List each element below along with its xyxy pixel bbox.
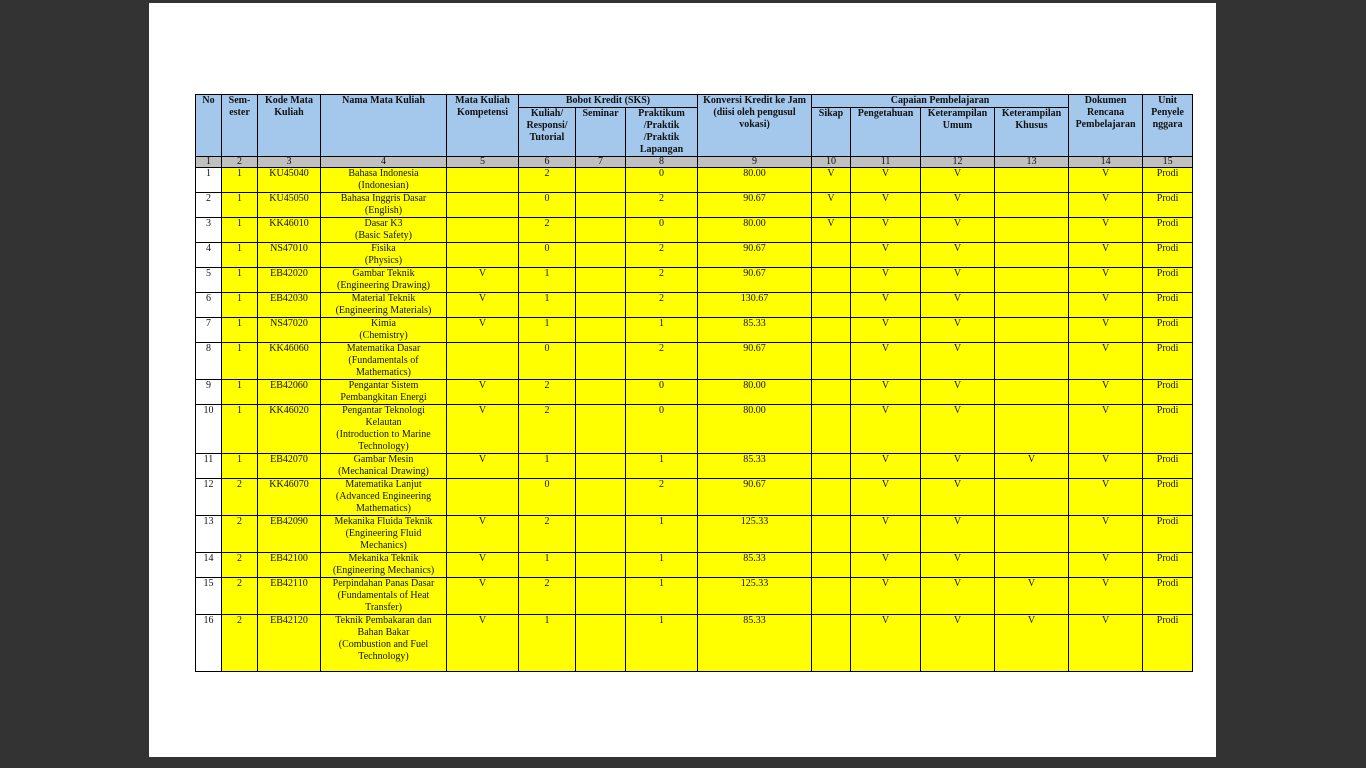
column-number: 1 [196,157,222,168]
row-semester: 1 [222,318,258,343]
row-seminar [576,479,626,516]
column-number: 15 [1143,157,1193,168]
header-seminar: Seminar [576,108,626,157]
header-praktikum: Praktikum /Praktik /Praktik Lapangan [626,108,698,157]
row-dokumen: V [1069,343,1143,380]
row-kode: EB42020 [258,268,321,293]
header-capaian-group: Capaian Pembelajaran [812,95,1069,108]
row-konversi: 125.33 [698,578,812,615]
header-kompetensi: Mata Kuliah Kompetensi [447,95,519,157]
row-semester: 1 [222,454,258,479]
row-ket-khusus [995,218,1069,243]
row-praktikum: 1 [626,615,698,672]
row-ket-umum: V [921,380,995,405]
row-ket-umum: V [921,454,995,479]
row-pengetahuan: V [851,218,921,243]
table-row [196,380,1193,405]
row-pengetahuan: V [851,380,921,405]
header-konversi: Konversi Kredit ke Jam (diisi oleh pengusul vokasi) [698,95,812,157]
table-row [196,405,1193,454]
row-kompetensi: V [447,553,519,578]
row-kompetensi: V [447,380,519,405]
row-dokumen: V [1069,193,1143,218]
row-praktikum: 1 [626,454,698,479]
row-unit: Prodi [1143,516,1193,553]
row-seminar [576,268,626,293]
row-pengetahuan: V [851,615,921,672]
row-konversi: 80.00 [698,218,812,243]
row-ket-umum: V [921,218,995,243]
row-semester: 1 [222,168,258,193]
row-unit: Prodi [1143,380,1193,405]
row-praktikum: 1 [626,578,698,615]
row-nama: Fisika (Physics) [321,243,447,268]
row-no: 4 [196,243,222,268]
row-konversi: 130.67 [698,293,812,318]
row-semester: 1 [222,218,258,243]
row-konversi: 85.33 [698,615,812,672]
row-dokumen: V [1069,479,1143,516]
column-number: 8 [626,157,698,168]
row-semester: 1 [222,405,258,454]
row-ket-umum: V [921,553,995,578]
row-praktikum: 0 [626,218,698,243]
row-no: 3 [196,218,222,243]
row-no: 12 [196,479,222,516]
row-ket-umum: V [921,479,995,516]
row-praktikum: 2 [626,343,698,380]
row-kuliah: 1 [519,553,576,578]
header-unit: Unit Penyele nggara [1143,95,1193,157]
header-pengetahuan: Pengetahuan [851,108,921,157]
row-kode: KK46060 [258,343,321,380]
row-no: 14 [196,553,222,578]
row-praktikum: 1 [626,516,698,553]
row-kode: EB42070 [258,454,321,479]
column-number: 13 [995,157,1069,168]
row-semester: 2 [222,615,258,672]
row-ket-umum: V [921,293,995,318]
row-kode: NS47020 [258,318,321,343]
row-konversi: 80.00 [698,168,812,193]
row-ket-khusus [995,193,1069,218]
header-nama: Nama Mata Kuliah [321,95,447,157]
row-dokumen: V [1069,405,1143,454]
row-kompetensi: V [447,405,519,454]
row-praktikum: 0 [626,380,698,405]
row-konversi: 90.67 [698,479,812,516]
row-pengetahuan: V [851,405,921,454]
row-nama: Mekanika Fluida Teknik (Engineering Fluid Mechanics) [321,516,447,553]
row-pengetahuan: V [851,243,921,268]
row-ket-umum: V [921,268,995,293]
header-ket-khusus: Keterampilan Khusus [995,108,1069,157]
table-row [196,318,1193,343]
row-konversi: 90.67 [698,268,812,293]
row-seminar [576,405,626,454]
row-unit: Prodi [1143,168,1193,193]
column-number: 14 [1069,157,1143,168]
row-kuliah: 2 [519,405,576,454]
row-kuliah: 0 [519,243,576,268]
row-ket-umum: V [921,405,995,454]
row-ket-umum: V [921,615,995,672]
row-no: 13 [196,516,222,553]
row-semester: 1 [222,193,258,218]
row-semester: 2 [222,553,258,578]
row-kode: EB42060 [258,380,321,405]
row-dokumen: V [1069,553,1143,578]
row-ket-khusus: V [995,578,1069,615]
header-kuliah: Kuliah/ Responsi/ Tutorial [519,108,576,157]
row-sikap [812,268,851,293]
column-number: 4 [321,157,447,168]
row-semester: 1 [222,343,258,380]
row-konversi: 90.67 [698,343,812,380]
row-sikap [812,615,851,672]
row-pengetahuan: V [851,479,921,516]
row-nama: Teknik Pembakaran dan Bahan Bakar (Combustion and Fuel Technology) [321,615,447,672]
row-nama: Gambar Mesin (Mechanical Drawing) [321,454,447,479]
table-row [196,193,1193,218]
row-nama: Matematika Dasar (Fundamentals of Mathematics) [321,343,447,380]
row-sikap [812,293,851,318]
row-ket-umum: V [921,516,995,553]
row-ket-khusus [995,318,1069,343]
row-nama: Pengantar Sistem Pembangkitan Energi [321,380,447,405]
row-konversi: 80.00 [698,380,812,405]
row-ket-khusus: V [995,454,1069,479]
row-ket-umum: V [921,578,995,615]
header-dokumen: Dokumen Rencana Pembelajaran [1069,95,1143,157]
table-row [196,553,1193,578]
row-kode: KU45050 [258,193,321,218]
row-sikap [812,454,851,479]
row-unit: Prodi [1143,293,1193,318]
row-dokumen: V [1069,218,1143,243]
row-dokumen: V [1069,318,1143,343]
row-unit: Prodi [1143,405,1193,454]
row-pengetahuan: V [851,343,921,380]
table-row [196,479,1193,516]
row-ket-umum: V [921,193,995,218]
row-kuliah: 0 [519,343,576,380]
table-row [196,454,1193,479]
row-kode: EB42030 [258,293,321,318]
row-dokumen: V [1069,293,1143,318]
row-dokumen: V [1069,578,1143,615]
row-semester: 1 [222,380,258,405]
row-kode: EB42110 [258,578,321,615]
row-nama: Dasar K3 (Basic Safety) [321,218,447,243]
row-sikap [812,479,851,516]
document-page [149,3,1216,757]
row-kode: KK46010 [258,218,321,243]
row-kompetensi: V [447,615,519,672]
column-number: 5 [447,157,519,168]
row-unit: Prodi [1143,193,1193,218]
row-sikap: V [812,193,851,218]
column-number: 7 [576,157,626,168]
row-nama: Bahasa Indonesia (Indonesian) [321,168,447,193]
row-seminar [576,243,626,268]
row-sikap: V [812,168,851,193]
row-no: 15 [196,578,222,615]
row-kuliah: 2 [519,168,576,193]
row-pengetahuan: V [851,193,921,218]
row-seminar [576,168,626,193]
row-sikap [812,553,851,578]
row-ket-umum: V [921,318,995,343]
row-praktikum: 2 [626,293,698,318]
row-pengetahuan: V [851,168,921,193]
row-kode: KK46020 [258,405,321,454]
row-pengetahuan: V [851,293,921,318]
row-praktikum: 0 [626,168,698,193]
row-kuliah: 1 [519,318,576,343]
row-seminar [576,553,626,578]
row-unit: Prodi [1143,218,1193,243]
row-unit: Prodi [1143,454,1193,479]
table-row [196,218,1193,243]
curriculum-table [195,94,1193,672]
row-unit: Prodi [1143,578,1193,615]
row-kode: KK46070 [258,479,321,516]
row-ket-khusus [995,243,1069,268]
row-semester: 1 [222,293,258,318]
row-sikap [812,318,851,343]
row-unit: Prodi [1143,318,1193,343]
table-row [196,615,1193,672]
row-dokumen: V [1069,454,1143,479]
row-kompetensi: V [447,293,519,318]
row-ket-umum: V [921,243,995,268]
row-praktikum: 0 [626,405,698,454]
row-no: 10 [196,405,222,454]
row-kode: EB42100 [258,553,321,578]
row-seminar [576,343,626,380]
row-seminar [576,615,626,672]
row-seminar [576,218,626,243]
row-ket-khusus [995,380,1069,405]
row-kuliah: 2 [519,380,576,405]
row-dokumen: V [1069,168,1143,193]
row-konversi: 85.33 [698,454,812,479]
header-ket-umum: Keterampilan Umum [921,108,995,157]
column-number-row [196,157,1193,168]
row-sikap [812,578,851,615]
row-nama: Material Teknik (Engineering Materials) [321,293,447,318]
row-no: 16 [196,615,222,672]
table-row [196,243,1193,268]
row-sikap [812,405,851,454]
row-kompetensi: V [447,578,519,615]
row-konversi: 85.33 [698,318,812,343]
row-semester: 2 [222,578,258,615]
row-praktikum: 1 [626,553,698,578]
row-kode: NS47010 [258,243,321,268]
row-sikap [812,380,851,405]
row-kompetensi: V [447,268,519,293]
row-kode: EB42090 [258,516,321,553]
row-ket-khusus: V [995,615,1069,672]
row-ket-khusus [995,405,1069,454]
row-kuliah: 2 [519,516,576,553]
row-seminar [576,578,626,615]
row-ket-khusus [995,516,1069,553]
row-sikap: V [812,218,851,243]
row-kompetensi [447,479,519,516]
row-seminar [576,516,626,553]
column-number: 9 [698,157,812,168]
row-kompetensi [447,193,519,218]
row-kuliah: 0 [519,479,576,516]
row-no: 6 [196,293,222,318]
table-row [196,168,1193,193]
row-praktikum: 2 [626,193,698,218]
row-unit: Prodi [1143,615,1193,672]
row-ket-khusus [995,293,1069,318]
row-seminar [576,193,626,218]
header-kode: Kode Mata Kuliah [258,95,321,157]
column-number: 11 [851,157,921,168]
row-nama: Matematika Lanjut (Advanced Engineering Mathematics) [321,479,447,516]
row-dokumen: V [1069,615,1143,672]
row-kompetensi: V [447,516,519,553]
row-dokumen: V [1069,516,1143,553]
row-kompetensi [447,343,519,380]
row-praktikum: 2 [626,479,698,516]
row-semester: 1 [222,243,258,268]
header-sikap: Sikap [812,108,851,157]
row-kuliah: 1 [519,615,576,672]
row-pengetahuan: V [851,553,921,578]
row-kode: KU45040 [258,168,321,193]
row-unit: Prodi [1143,553,1193,578]
row-konversi: 90.67 [698,243,812,268]
row-pengetahuan: V [851,578,921,615]
row-ket-khusus [995,479,1069,516]
row-kuliah: 2 [519,578,576,615]
column-number: 12 [921,157,995,168]
row-nama: Perpindahan Panas Dasar (Fundamentals of Heat Transfer) [321,578,447,615]
row-nama: Bahasa Inggris Dasar (English) [321,193,447,218]
table-row [196,293,1193,318]
row-ket-umum: V [921,168,995,193]
table-row [196,343,1193,380]
row-no: 8 [196,343,222,380]
row-konversi: 80.00 [698,405,812,454]
row-dokumen: V [1069,268,1143,293]
row-pengetahuan: V [851,318,921,343]
row-konversi: 85.33 [698,553,812,578]
row-no: 7 [196,318,222,343]
row-no: 5 [196,268,222,293]
row-kuliah: 1 [519,454,576,479]
row-seminar [576,454,626,479]
row-pengetahuan: V [851,454,921,479]
row-kompetensi [447,168,519,193]
row-kompetensi: V [447,318,519,343]
row-no: 1 [196,168,222,193]
header-bobot-group: Bobot Kredit (SKS) [519,95,698,108]
row-nama: Pengantar Teknologi Kelautan (Introduction to Marine Technology) [321,405,447,454]
row-seminar [576,380,626,405]
row-unit: Prodi [1143,479,1193,516]
row-ket-khusus [995,268,1069,293]
row-semester: 2 [222,516,258,553]
row-kuliah: 1 [519,293,576,318]
row-semester: 1 [222,268,258,293]
table-row [196,516,1193,553]
table-row [196,268,1193,293]
row-no: 2 [196,193,222,218]
row-nama: Gambar Teknik (Engineering Drawing) [321,268,447,293]
row-sikap [812,243,851,268]
row-kompetensi: V [447,454,519,479]
row-praktikum: 1 [626,318,698,343]
row-dokumen: V [1069,243,1143,268]
row-pengetahuan: V [851,268,921,293]
row-ket-khusus [995,343,1069,380]
column-number: 3 [258,157,321,168]
row-unit: Prodi [1143,343,1193,380]
row-dokumen: V [1069,380,1143,405]
row-ket-khusus [995,553,1069,578]
header-no: No [196,95,222,157]
row-no: 11 [196,454,222,479]
row-semester: 2 [222,479,258,516]
row-praktikum: 2 [626,243,698,268]
row-unit: Prodi [1143,268,1193,293]
row-sikap [812,516,851,553]
row-kompetensi [447,218,519,243]
row-kompetensi [447,243,519,268]
row-ket-khusus [995,168,1069,193]
table-row [196,578,1193,615]
row-unit: Prodi [1143,243,1193,268]
row-konversi: 90.67 [698,193,812,218]
row-kuliah: 1 [519,268,576,293]
row-nama: Mekanika Teknik (Engineering Mechanics) [321,553,447,578]
row-kuliah: 2 [519,218,576,243]
header-semester: Sem- ester [222,95,258,157]
column-number: 10 [812,157,851,168]
column-number: 6 [519,157,576,168]
row-kuliah: 0 [519,193,576,218]
row-nama: Kimia (Chemistry) [321,318,447,343]
row-seminar [576,318,626,343]
column-number: 2 [222,157,258,168]
row-konversi: 125.33 [698,516,812,553]
row-no: 9 [196,380,222,405]
row-seminar [576,293,626,318]
row-pengetahuan: V [851,516,921,553]
row-kode: EB42120 [258,615,321,672]
row-ket-umum: V [921,343,995,380]
row-sikap [812,343,851,380]
row-praktikum: 2 [626,268,698,293]
